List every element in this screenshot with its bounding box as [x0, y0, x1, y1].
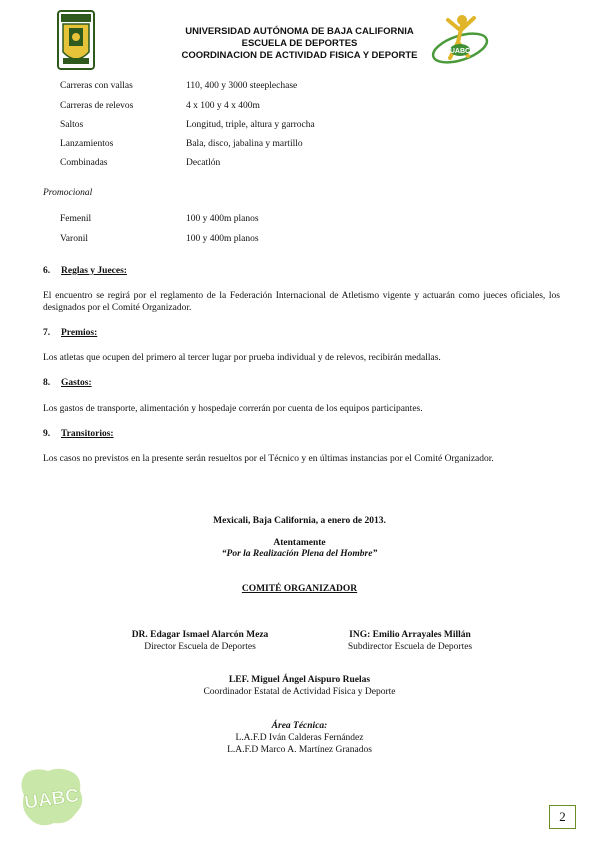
- event-value: 4 x 100 y 4 x 400m: [186, 101, 260, 111]
- header-coordination: COORDINACION DE ACTIVIDAD FISICA Y DEPORTE: [181, 50, 418, 61]
- event-value: 110, 400 y 3000 steeplechase: [186, 81, 298, 91]
- header-school: ESCUELA DE DEPORTES: [241, 38, 358, 49]
- atentamente: Atentamente: [273, 538, 326, 548]
- promocional-value: 100 y 400m planos: [186, 214, 259, 224]
- section-title: Gastos:: [61, 378, 92, 388]
- section-text: Los gastos de transporte, alimentación y hospedaje correrán por cuenta de los equipos participantes.: [43, 404, 423, 414]
- area-tecnica-title: Área Técnica:: [271, 721, 328, 731]
- section-number: 7.: [43, 328, 51, 338]
- section-text: El encuentro se regirá por el reglamento de la Federación Internacional de Atletismo vigente y actuarán como jueces oficiales, los designados por el Comité Organizador.: [43, 291, 560, 313]
- area-tecnica-member: L.A.F.D Marco A. Martínez Granados: [227, 745, 372, 755]
- event-label: Carreras con vallas: [60, 81, 133, 91]
- uabc-watermark-logo: [16, 765, 88, 830]
- section-number: 8.: [43, 378, 51, 388]
- promocional-label: Femenil: [60, 214, 92, 224]
- event-label: Combinadas: [60, 158, 108, 168]
- place-date: Mexicali, Baja California, a enero de 2013.: [213, 516, 386, 526]
- promocional-value: 100 y 400m planos: [186, 234, 259, 244]
- section-number: 6.: [43, 266, 51, 276]
- committee-title: [0, 583, 599, 595]
- header-university: UNIVERSIDAD AUTÓNOMA DE BAJA CALIFORNIA: [185, 26, 414, 37]
- section-text: Los casos no previstos en la presente serán resueltos por el Técnico y en últimas instancias por el Comité Organizador.: [43, 454, 494, 464]
- motto: “Por la Realización Plena del Hombre”: [221, 549, 378, 559]
- page-number: 2: [559, 809, 566, 824]
- section-title: Transitorios:: [61, 429, 114, 439]
- signature-center-role: Coordinador Estatal de Actividad Física y Deporte: [203, 687, 396, 697]
- committee-title-text: COMITÉ ORGANIZADOR: [241, 584, 358, 594]
- section-title: Premios:: [61, 328, 98, 338]
- signature-center-name: LEF. Miguel Ángel Aispuro Ruelas: [228, 675, 371, 685]
- uabc-sports-logo: [428, 10, 492, 74]
- promocional-title: Promocional: [43, 188, 93, 198]
- signature-left-name: DR. Edagar Ismael Alarcón Meza: [131, 630, 269, 640]
- event-label: Saltos: [60, 120, 84, 130]
- signature-right-name: ING: Emilio Arrayales Millán: [349, 630, 471, 640]
- uabc-logo-label: UABC: [449, 48, 471, 55]
- event-label: Lanzamientos: [60, 139, 114, 149]
- page-number-box: [549, 805, 576, 829]
- event-value: Longitud, triple, altura y garrocha: [186, 120, 315, 130]
- watermark-label: UABC: [23, 785, 81, 814]
- promocional-label: Varonil: [60, 234, 88, 244]
- section-number: 9.: [43, 429, 51, 439]
- event-label: Carreras de relevos: [60, 101, 134, 111]
- event-value: Decatlón: [186, 158, 221, 168]
- event-value: Bala, disco, jabalina y martillo: [186, 139, 303, 149]
- section-title: Reglas y Jueces:: [61, 266, 127, 276]
- section-text: Los atletas que ocupen del primero al tercer lugar por prueba individual y de relevos, recibirán medallas.: [43, 353, 441, 363]
- signature-left-role: Director Escuela de Deportes: [144, 642, 256, 652]
- signature-right-role: Subdirector Escuela de Deportes: [347, 642, 473, 652]
- area-tecnica-member: L.A.F.D Iván Calderas Fernández: [235, 733, 364, 743]
